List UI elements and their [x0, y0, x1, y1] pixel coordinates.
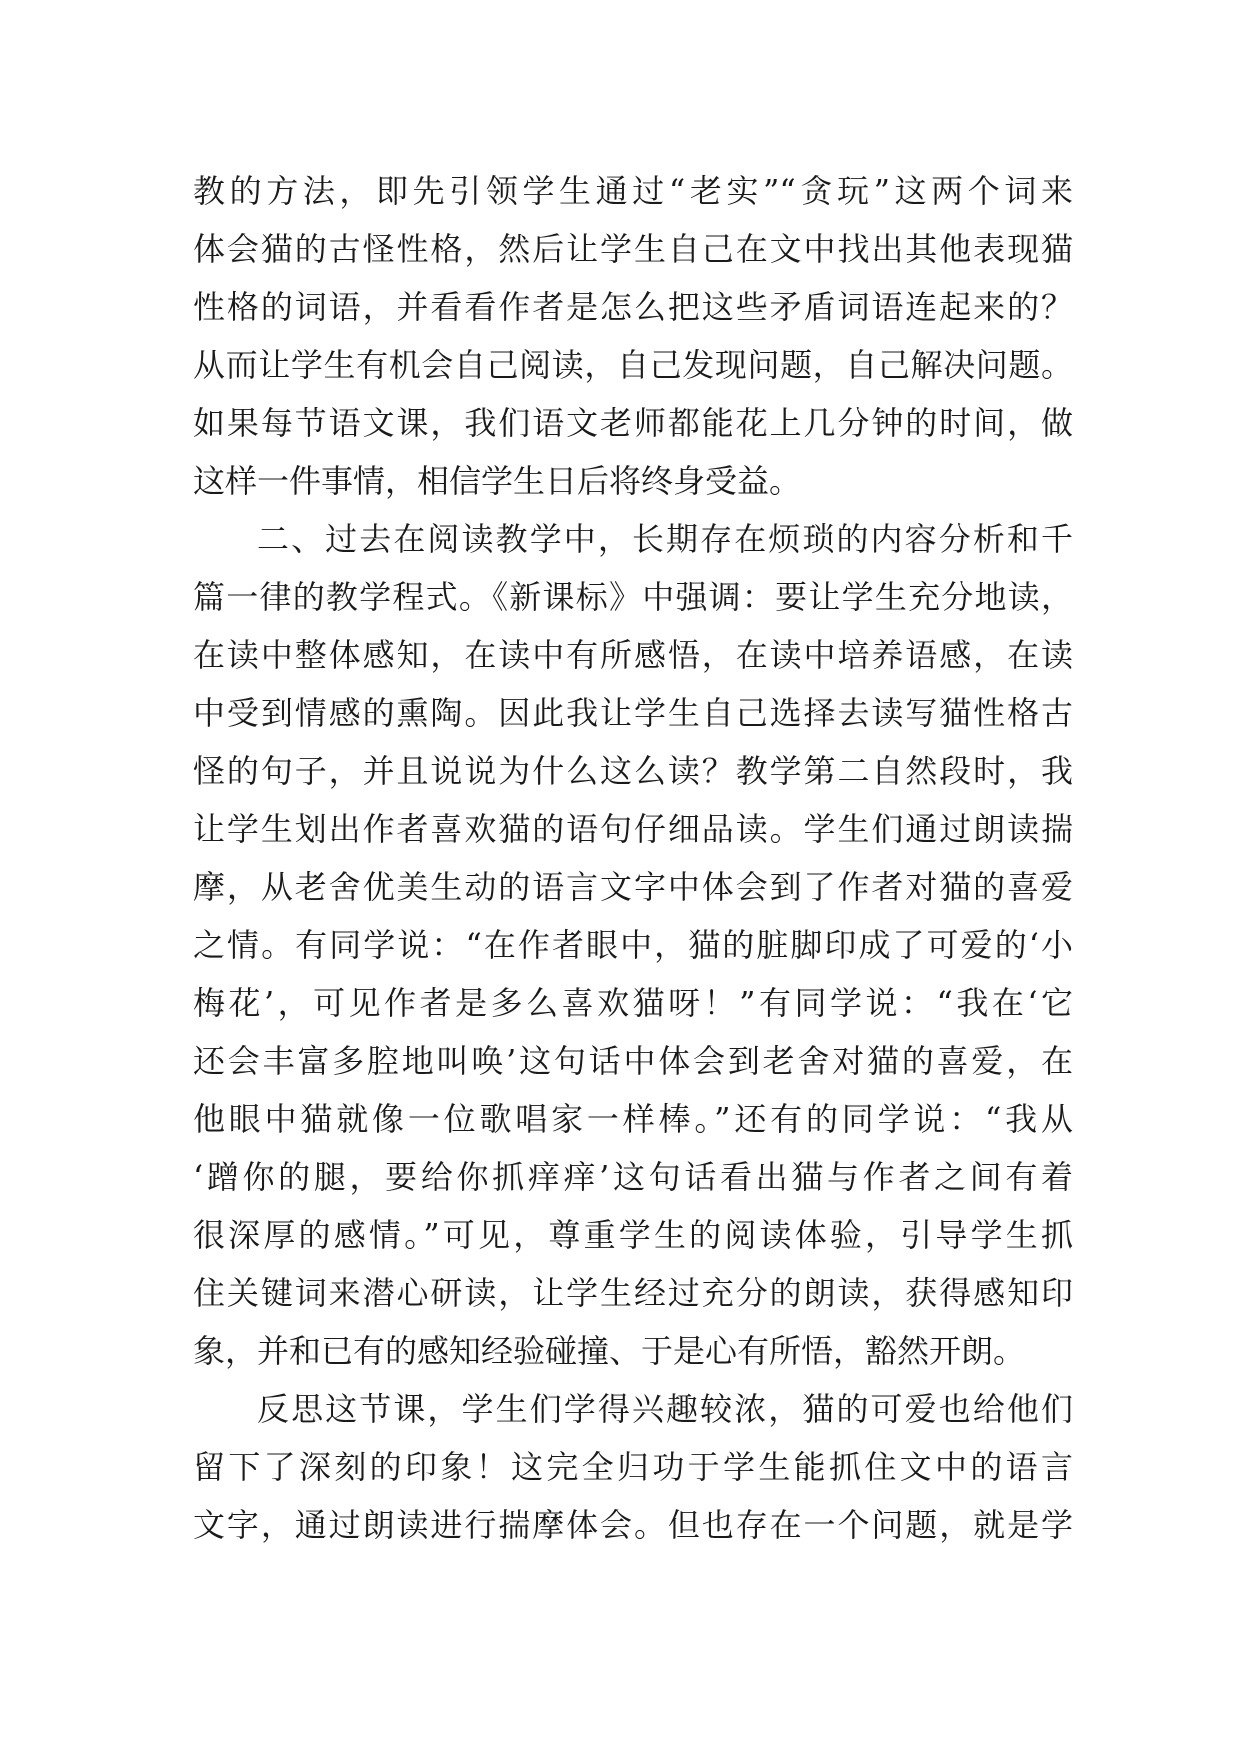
text-line: 怪的句子，并且说说为什么这么读？教学第二自然段时，我 [193, 752, 1073, 790]
text-line: 他眼中猫就像一位歌唱家一样棒。”还有的同学说：“我从 [193, 1100, 1073, 1138]
body-text [193, 162, 1073, 1554]
text-line: 很深厚的感情。”可见，尊重学生的阅读体验，引导学生抓 [193, 1216, 1073, 1254]
paragraph-3 [193, 1380, 1073, 1554]
text-line: 如果每节语文课，我们语文老师都能花上几分钟的时间，做 [193, 404, 1073, 442]
text-line: 二、过去在阅读教学中，长期存在烦琐的内容分析和千 [257, 520, 1073, 558]
paragraph-2 [193, 510, 1073, 1380]
text-line: ‘蹭你的腿，要给你抓痒痒’这句话看出猫与作者之间有着 [193, 1158, 1073, 1196]
text-line: 留下了深刻的印象！这完全归功于学生能抓住文中的语言 [193, 1448, 1073, 1486]
text-line: 象，并和已有的感知经验碰撞、于是心有所悟，豁然开朗。 [193, 1332, 1026, 1370]
text-line: 还会丰富多腔地叫唤’这句话中体会到老舍对猫的喜爱，在 [193, 1042, 1073, 1080]
text-line: 在读中整体感知，在读中有所感悟，在读中培养语感，在读 [193, 636, 1073, 674]
text-line: 性格的词语，并看看作者是怎么把这些矛盾词语连起来的？ [193, 288, 1073, 326]
text-line: 住关键词来潜心研读，让学生经过充分的朗读，获得感知印 [193, 1274, 1073, 1312]
text-line: 这样一件事情，相信学生日后将终身受益。 [193, 462, 802, 500]
text-line: 文字，通过朗读进行揣摩体会。但也存在一个问题，就是学 [193, 1506, 1073, 1544]
text-line: 摩，从老舍优美生动的语言文字中体会到了作者对猫的喜爱 [193, 868, 1073, 906]
text-line: 中受到情感的熏陶。因此我让学生自己选择去读写猫性格古 [193, 694, 1073, 732]
text-line: 从而让学生有机会自己阅读，自己发现问题，自己解决问题。 [193, 346, 1073, 384]
text-line: 反思这节课，学生们学得兴趣较浓，猫的可爱也给他们 [257, 1390, 1073, 1428]
paragraph-1 [193, 162, 1073, 510]
text-line: 体会猫的古怪性格，然后让学生自己在文中找出其他表现猫 [193, 230, 1073, 268]
text-line: 教的方法，即先引领学生通过“老实”“贪玩”这两个词来 [193, 172, 1073, 210]
text-line: 之情。有同学说：“在作者眼中，猫的脏脚印成了可爱的‘小 [193, 926, 1073, 964]
text-line: 篇一律的教学程式。《新课标》中强调：要让学生充分地读， [193, 578, 1073, 616]
text-line: 梅花’，可见作者是多么喜欢猫呀！”有同学说：“我在‘它 [193, 984, 1073, 1022]
text-line: 让学生划出作者喜欢猫的语句仔细品读。学生们通过朗读揣 [193, 810, 1073, 848]
